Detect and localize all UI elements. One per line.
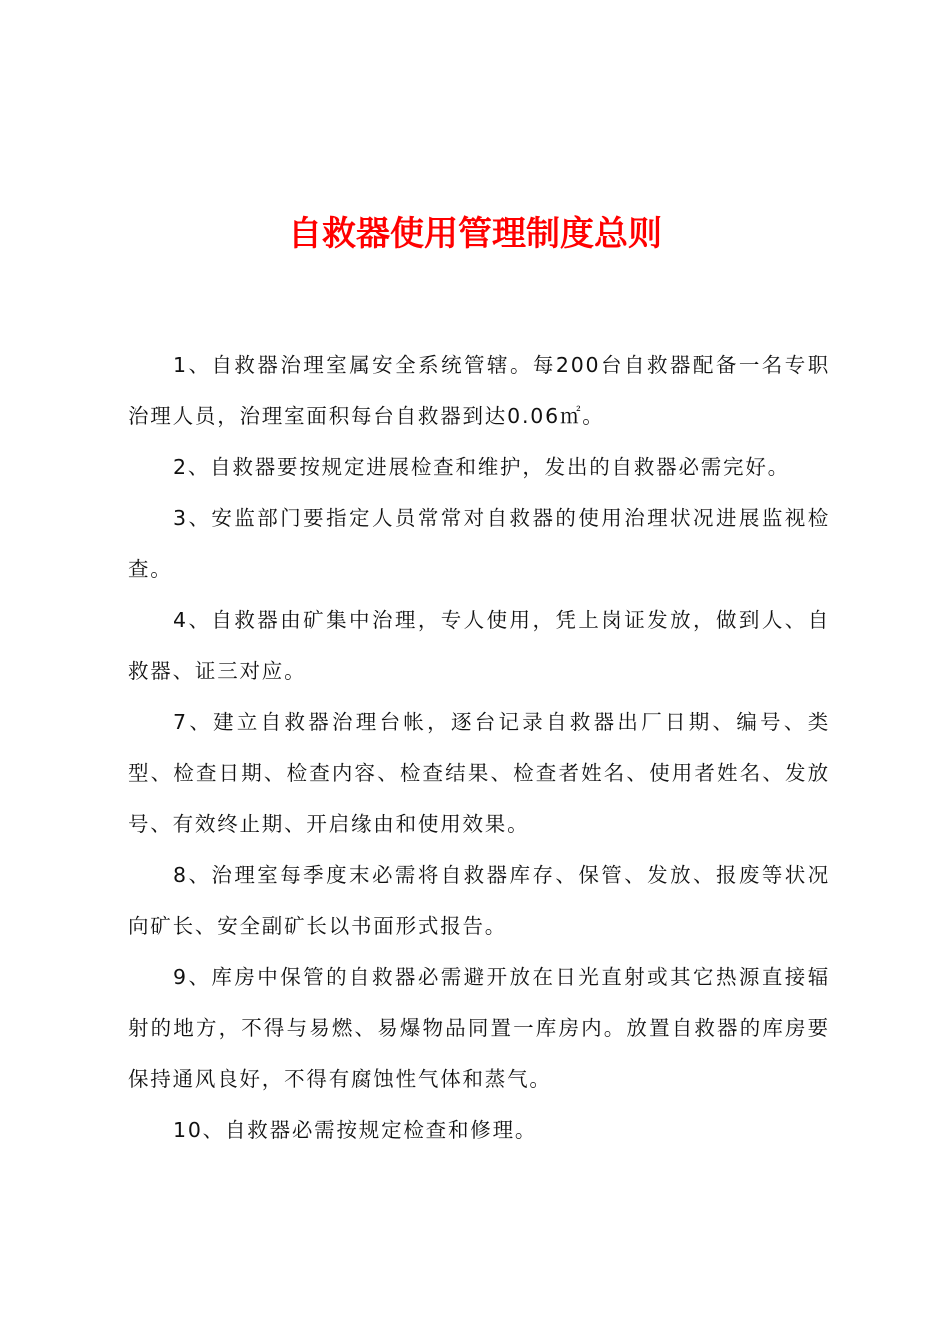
paragraph-8: 8、治理室每季度末必需将自救器库存、保管、发放、报废等状况向矿长、安全副矿长以书面形式报告。: [128, 863, 830, 938]
paragraph-9: 9、库房中保管的自救器必需避开放在日光直射或其它热源直接辐射的地方，不得与易燃、易爆物品同置一库房内。放置自救器的库房要保持通风良好，不得有腐蚀性气体和蒸气。: [128, 965, 830, 1091]
document-title: 自救器使用管理制度总则: [288, 214, 662, 254]
paragraph-7: 7、建立自救器治理台帐，逐台记录自救器出厂日期、编号、类型、检查日期、检查内容、检查结果、检查者姓名、使用者姓名、发放号、有效终止期、开启缘由和使用效果。: [128, 710, 830, 836]
paragraph-3: 3、安监部门要指定人员常常对自救器的使用治理状况进展监视检查。: [128, 506, 830, 581]
paragraph-2: 2、自救器要按规定进展检查和维护，发出的自救器必需完好。: [173, 455, 790, 479]
paragraph-4: 4、自救器由矿集中治理，专人使用，凭上岗证发放，做到人、自救器、证三对应。: [128, 608, 830, 683]
paragraph-10: 10、自救器必需按规定检查和修理。: [173, 1118, 538, 1142]
paragraph-1: 1、自救器治理室属安全系统管辖。每200台自救器配备一名专职治理人员，治理室面积每台自救器到达0.06㎡。: [128, 353, 830, 428]
document-body: [128, 340, 830, 1156]
